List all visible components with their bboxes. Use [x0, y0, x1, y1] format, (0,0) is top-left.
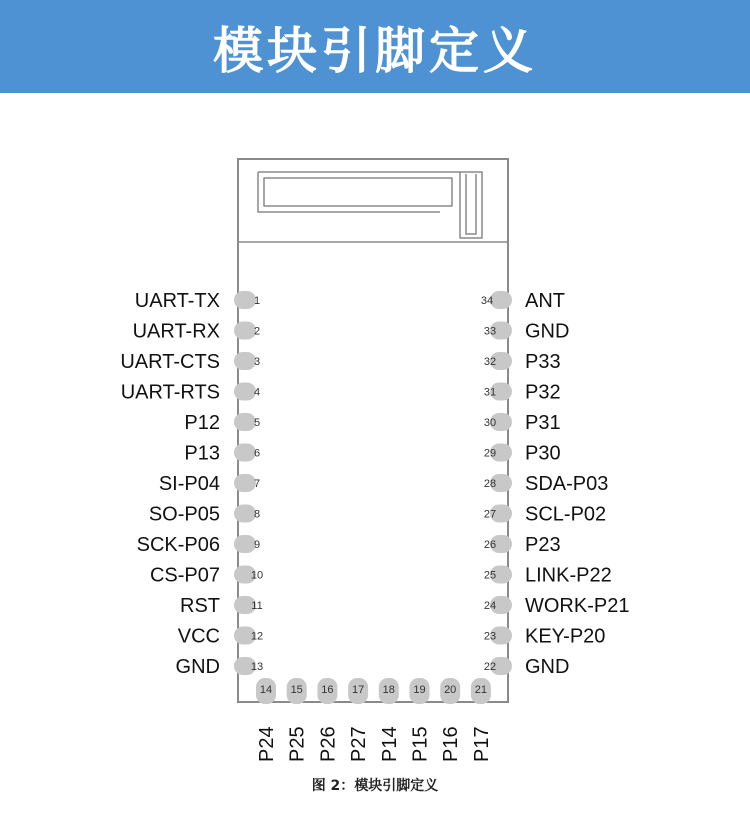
pin-number: 28 — [483, 478, 497, 490]
pin-number: 13 — [250, 661, 264, 673]
pin-label: GND — [525, 320, 570, 343]
pin-label: P24 — [256, 726, 278, 762]
pin-label: CS-P07 — [149, 564, 220, 587]
pin-label: UART-CTS — [120, 351, 220, 373]
pin-label: P26 — [317, 726, 340, 762]
pin-label: P30 — [525, 442, 561, 465]
page-title: 模块引脚定义 — [213, 21, 537, 80]
pin-number: 26 — [483, 539, 497, 551]
pin-number: 27 — [483, 508, 497, 521]
pin-number: 4 — [253, 386, 261, 399]
module-outline — [238, 159, 508, 702]
pin-number: 19 — [413, 684, 426, 696]
pin-label: P13 — [184, 442, 220, 465]
pin-label: P12 — [184, 412, 220, 434]
pin-number: 18 — [382, 684, 395, 696]
pin-label: SI-P04 — [158, 473, 220, 495]
pin-number: 21 — [474, 684, 488, 696]
pin-pad — [234, 413, 256, 431]
left-pins — [120, 290, 263, 678]
pin-label: P27 — [348, 726, 371, 762]
pin-number: 24 — [483, 600, 497, 612]
pin-pad — [234, 383, 256, 401]
pin-number: 17 — [351, 684, 365, 696]
pin-number: 33 — [483, 325, 497, 338]
pin-number: 25 — [483, 569, 497, 582]
pin-number: 1 — [253, 295, 261, 307]
pin-number: 10 — [250, 569, 264, 582]
pin-label: GND — [525, 656, 570, 678]
pin-number: 30 — [483, 417, 497, 429]
pin-label: UART-RTS — [120, 381, 220, 404]
pin-number: 32 — [483, 356, 497, 368]
pin-label: LINK-P22 — [525, 564, 612, 587]
pin-number: 7 — [253, 478, 261, 490]
pin-label: UART-TX — [134, 290, 220, 312]
pin-pad — [234, 535, 256, 553]
pin-label: SCL-P02 — [525, 503, 607, 526]
right-pins — [481, 290, 630, 678]
figure-number: 图 2： — [311, 778, 355, 794]
pin-number: 9 — [253, 539, 261, 551]
pin-number: 15 — [290, 684, 303, 696]
pin-number: 20 — [444, 684, 457, 696]
pin-label: SO-P05 — [148, 503, 220, 526]
pin-pad — [234, 474, 256, 492]
pin-pad — [234, 322, 256, 340]
pin-label: SCK-P06 — [136, 534, 220, 556]
pin-pad — [490, 291, 512, 309]
pin-label: P14 — [378, 726, 401, 762]
pin-number: 12 — [250, 630, 264, 643]
pin-pad — [234, 444, 256, 462]
pin-number: 11 — [251, 600, 263, 612]
pin-number: 23 — [483, 630, 497, 643]
pin-label: VCC — [177, 625, 220, 648]
pin-label: WORK-P21 — [525, 595, 630, 617]
figure-caption — [0, 775, 750, 795]
pin-number: 22 — [483, 661, 497, 673]
pin-pad — [234, 505, 256, 523]
pin-label: KEY-P20 — [525, 625, 606, 648]
pin-label: UART-RX — [132, 320, 220, 343]
figure-title: 模块引脚定义 — [354, 778, 439, 794]
pin-number: 16 — [321, 684, 334, 696]
pin-pad — [234, 352, 256, 370]
pin-label: P33 — [525, 351, 561, 373]
antenna-trace — [258, 172, 482, 238]
pin-label: ANT — [525, 290, 565, 312]
pin-label: RST — [180, 595, 220, 617]
pin-number: 34 — [480, 295, 494, 307]
bottom-pins — [256, 678, 493, 762]
pin-number: 5 — [253, 417, 261, 429]
pin-label: P15 — [409, 726, 432, 762]
pin-number: 14 — [259, 684, 273, 696]
pin-number: 6 — [253, 447, 261, 460]
pin-number: 3 — [253, 356, 261, 368]
pin-number: 31 — [483, 386, 497, 399]
pin-pad — [234, 291, 256, 309]
pin-label: P17 — [470, 726, 493, 762]
pin-label: P23 — [525, 534, 561, 556]
pin-label: P32 — [525, 381, 561, 404]
pin-number: 29 — [483, 447, 497, 460]
pin-label: P31 — [525, 412, 561, 434]
pin-number: 2 — [253, 325, 261, 338]
pin-label: P25 — [286, 726, 309, 762]
pin-number: 8 — [253, 508, 261, 521]
pin-label: GND — [175, 656, 220, 678]
pin-label: P16 — [440, 726, 463, 762]
pin-label: SDA-P03 — [525, 473, 609, 495]
